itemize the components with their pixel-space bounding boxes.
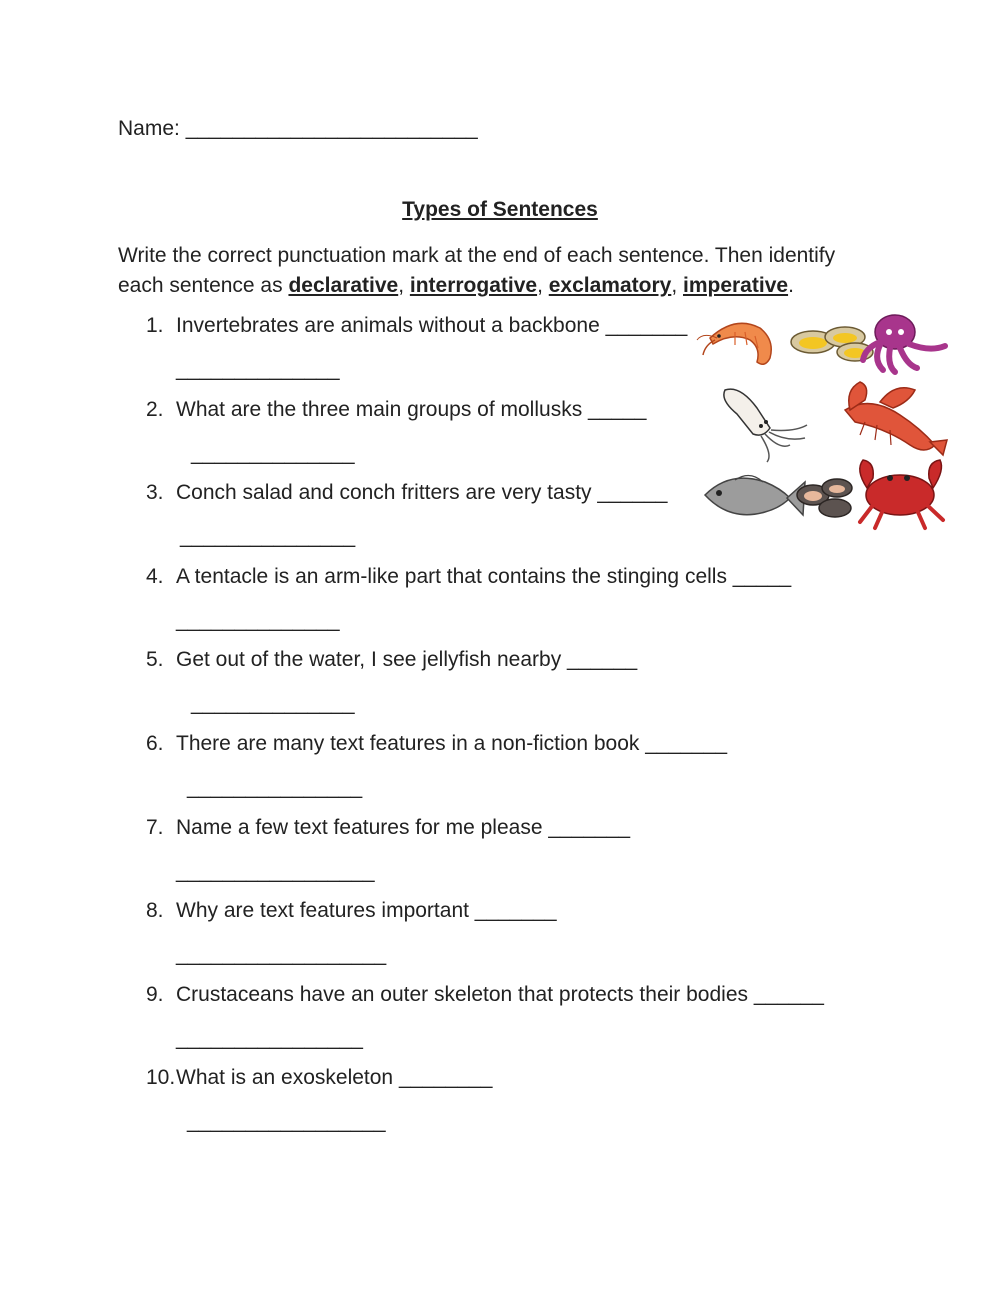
separator: ,: [398, 274, 410, 297]
squid-icon: [724, 389, 807, 462]
question-4: [146, 565, 791, 589]
question-text[interactable]: Crustaceans have an outer skeleton that protects their bodies ______: [176, 983, 824, 1006]
type-declarative: declarative: [288, 274, 399, 297]
question-number: 2.: [146, 398, 164, 421]
answer-blank-8[interactable]: __________________: [176, 943, 387, 966]
answer-blank-9[interactable]: ________________: [176, 1027, 363, 1050]
question-8: [146, 899, 557, 923]
question-number: 1.: [146, 314, 164, 337]
question-number: 7.: [146, 816, 164, 839]
instructions-text: Write the correct punctuation mark at the end of each sentence. Then identify each sentence as: [118, 244, 836, 297]
instructions: [118, 241, 878, 301]
name-blank[interactable]: _________________________: [185, 117, 478, 140]
answer-blank-1[interactable]: ______________: [176, 358, 340, 381]
crab-icon: [860, 460, 943, 528]
name-label: Name:: [118, 117, 180, 140]
answer-blank-7[interactable]: _________________: [176, 860, 375, 883]
question-text[interactable]: What is an exoskeleton ________: [176, 1066, 493, 1089]
answer-blank-6[interactable]: _______________: [187, 776, 363, 799]
answer-blank-10[interactable]: _________________: [187, 1110, 386, 1133]
octopus-icon: [863, 315, 945, 372]
type-exclamatory: exclamatory: [548, 274, 672, 297]
instructions-end: .: [788, 274, 794, 297]
question-text[interactable]: Conch salad and conch fritters are very tasty ______: [176, 481, 668, 504]
type-imperative: imperative: [683, 274, 789, 297]
question-text[interactable]: Invertebrates are animals without a backbone _______: [176, 314, 688, 337]
sea-creatures-illustration: [695, 310, 960, 535]
shrimp-icon: [697, 323, 771, 364]
question-text[interactable]: What are the three main groups of mollusks _____: [176, 398, 647, 421]
separator: ,: [537, 274, 549, 297]
question-1: [146, 314, 687, 338]
question-6: [146, 732, 727, 756]
question-text[interactable]: A tentacle is an arm-like part that contains the stinging cells _____: [176, 565, 792, 588]
question-number: 5.: [146, 648, 164, 671]
question-7: [146, 816, 630, 840]
question-3: [146, 481, 667, 505]
answer-blank-5[interactable]: ______________: [191, 692, 355, 715]
answer-blank-4[interactable]: ______________: [176, 609, 340, 632]
question-text[interactable]: There are many text features in a non-fiction book _______: [176, 732, 728, 755]
answer-blank-3[interactable]: _______________: [180, 525, 356, 548]
question-2: [146, 398, 646, 422]
oysters-icon: [791, 327, 873, 361]
question-number: 9.: [146, 983, 164, 1006]
question-text[interactable]: Name a few text features for me please _______: [176, 816, 631, 839]
question-number: 8.: [146, 899, 164, 922]
name-field[interactable]: [118, 117, 478, 141]
type-interrogative: interrogative: [409, 274, 538, 297]
question-10: [146, 1066, 492, 1090]
question-text[interactable]: Why are text features important _______: [176, 899, 557, 922]
separator: ,: [671, 274, 683, 297]
page-title: Types of Sentences: [402, 198, 598, 221]
question-9: [146, 983, 824, 1007]
question-number: 3.: [146, 481, 164, 504]
answer-blank-2[interactable]: ______________: [191, 442, 355, 465]
question-number: 10.: [146, 1066, 176, 1089]
question-number: 4.: [146, 565, 164, 588]
lobster-icon: [845, 382, 947, 455]
question-text[interactable]: Get out of the water, I see jellyfish nearby ______: [176, 648, 638, 671]
question-number: 6.: [146, 732, 164, 755]
fish-icon: [705, 475, 805, 515]
question-5: [146, 648, 637, 672]
